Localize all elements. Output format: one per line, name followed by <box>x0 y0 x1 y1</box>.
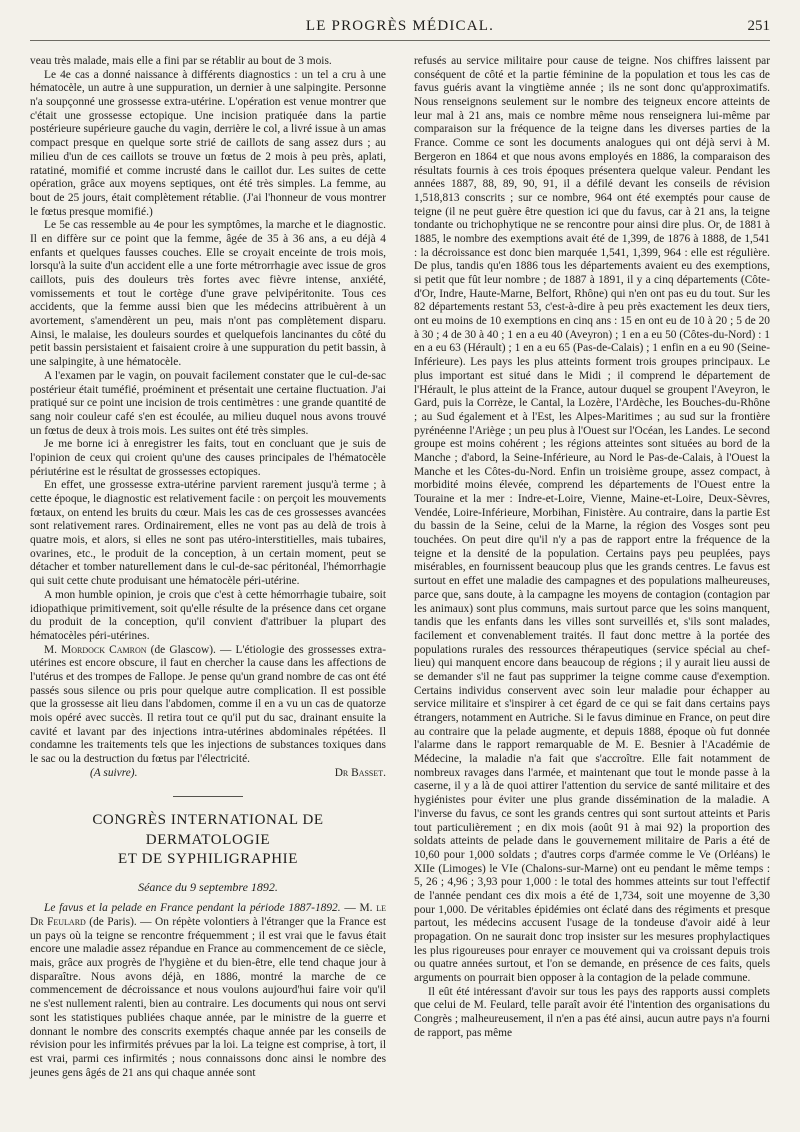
to-be-continued: (A suivre). <box>90 766 138 779</box>
paragraph: A mon humble opinion, je crois que c'est à cette hémorrhagie tubaire, soit idiopathique primitivement, soit qu'elle résulte de la présence dans cet organe du produit de la conception, qu'il convient d'attribuer la plupart des hématocèles péri-utérines. <box>30 588 386 642</box>
running-title: LE PROGRÈS MÉDICAL. <box>305 18 495 34</box>
section-title-line: CONGRÈS INTERNATIONAL DE DERMATOLOGIE <box>92 812 324 848</box>
paragraph: Je me borne ici à enregistrer les faits, tout en concluant que je suis de l'opinion de ceux qui croient qu'une des causes principales de l'hématocèle périutérine est le résultat de grossesses ectopiques. <box>30 438 386 478</box>
right-column <box>414 55 770 1041</box>
article-title: Le favus et la pelade en France pendant la période 1887-1892. <box>44 902 341 915</box>
paragraph: Il eût été intéressant d'avoir sur tous les pays des rapports aussi complets que celui de M. Feulard, telle paraît avoir été l'intention des organisations du Congrès ; malheureusement, il n'en a pas été ainsi, aucun autre pays n'a fourni de rapport, pas même <box>414 985 770 1039</box>
session-date: Séance du 9 septembre 1892. <box>138 879 278 894</box>
paragraph <box>30 644 386 767</box>
page-number: 251 <box>747 18 770 34</box>
paragraph: En effet, une grossesse extra-utérine parvient rarement jusqu'à terme ; à cette époque, le diagnostic est relativement facile : on perçoit les mouvements fœtaux, on entend les bruits du cœur. Mais les cas de ces grossesses avancées sont relativement rares. Ordinairement, elles ne vont pas au delà de trois à quatre mois, et alors, si elles ne sont pas utéro-interstitielles, mais tubaires, ovarines, etc., le produit de la conception, à un certain moment, peut se détacher et tomber naturellement dans le cul-de-sac péritonéal, l'hémorrhagie qui suit cette chute produisant une hématocèle péri-utérine. <box>30 479 386 588</box>
section-title-line: ET DE SYPHILIGRAPHIE <box>117 851 299 868</box>
author-signature: Dr Basset. <box>334 766 386 779</box>
signature-line <box>30 767 386 781</box>
paragraph: A l'examen par le vagin, on pouvait facilement constater que le cul-de-sac postérieur était tuméfié, proéminent et présentait une certaine fluctuation. J'ai pratiqué sur ce point une incision de trois centimètres : une grande quantité de sang noir couleur café s'en est écoulée, au milieu duquel nous avons trouvé un fœtus de deux à trois mois. Les suites ont été très simples. <box>30 369 386 437</box>
paragraph-text: (de Paris). — On répète volontiers à l'étranger que la France est un pays où la teigne se rencontre fréquemment ; il est vrai que le favus était encore une maladie assez répandue en France au commencement de ce siècle, mais, grâce aux progrès de l'hygiène et du bien-être, elle tend chaque jour à disparaître. Nous avons déjà, en 1886, montré la marche de ce commencement de décroissance et nous voulons aujourd'hui faire voir qu'il ne s'est nullement ralenti, bien au contraire. Les documents qui nous ont servi sont les statistiques publiées chaque année, par le ministre de la guerre et donnant le nombre des conscrits exemptés chaque année par les conseils de révision pour les infirmités prévues par la loi. La teigne est comprise, à tort, il est vrai, parmi ces infirmités ; nous connaissons donc ainsi le nombre des jeunes gens âgés de 21 ans qui chaque année sont <box>30 916 386 1079</box>
paragraph: Le 4e cas a donné naissance à différents diagnostics : un tel a cru à une hématocèle, un autre à une suppuration, un dernier à une salpingite. Personne n'a soupçonné une grossesse extra-utérine. L'opération est venue montrer que c'était une grossesse ectopique. Une incision pratiquée dans la partie postérieure supérieure gauche du vagin, derrière le col, a livré issue à un amas compact presque en quelque sorte strié de caillots de sang assez durs ; au milieu d'un de ces caillots se trouve un fœtus de 2 mois à peu près, aplati, ratatiné, momifié et comme incrusté dans le caillot dur. Les suites de cette opération, grâce aux moyens septiques, ont été très simples. La femme, au bout de 25 jours, était complètement rétablie. (J'ai l'honneur de vous montrer le fœtus presque momifié.) <box>30 68 386 218</box>
left-column <box>30 55 386 1080</box>
paragraph: refusés au service militaire pour cause de teigne. Nos chiffres laissent par conséquent de côté et la partie féminine de la population et tous les cas de favus guéris avant la vingtième année ; ils ne sont donc qu'approximatifs. Nous renseignons seulement sur le nombre des teigneux encore atteints de leur mal à 21 ans, mais ce nombre même nous renseignera lui-même par comparaison sur la fréquence de la teigne dans les diverses parties de la France. Comme ce sont les documents analogues qui ont déjà servi à M. Bergeron en 1864 et que nous avons employés en 1886, la comparaison des résultats fournis à ces trois époques présentera quelque valeur. Pendant les années 1887, 88, 89, 90, 91, il a défilé devant les conseils de révision 1,518,813 conscrits ; sur ce nombre, 964 ont été exemptés pour cause de teigne (il ne peut guère être question ici que du favus, car à 21 ans, la teigne tondante ou trichophytique ne se rencontre pour ainsi dire plus. Or, de 1881 à 1885, le nombre des exemptions avait été de 1,399, de 1876 à 1888, de 1,541 : la décroissance est donc bien marquée 1,541, 1,399, 964 : elle est régulière. De plus, tandis qu'en 1886 tous les départements avaient eu des exemptions, si petit que fût leur nombre ; de 1887 à 1891, il y a cinq départements (Côte-d'Or, Indre, Haute-Marne, Belfort, Rhône) qui n'en ont pas eu du tout. Sur les 82 départements restant 53, c'est-à-dire à peu près exactement les deux tiers, ont eu moins de 10 exemptions en cinq ans : 15 en ont eu de 10 à 20 ; 5 de 20 à 30 ; 4 de 30 à 40 ; 1 en a eu 40 (Aveyron) ; 1 en a eu 50 (Côtes-du-Nord) : 1 en a eu 63 (Hérault) ; 1 en a eu 65 (Pas-de-Calais) ; 1 enfin en a eu 90 (Seine-Inférieure). Les pays les plus atteints forment trois groupes principaux. Le plus important est situé dans le Midi ; il comprend le département de l'Hérault, le plus atteint de la France, autour duquel se groupent l'Aveyron, le Gard, puis la Corrèze, le Cantal, la Lozère, l'Ardèche, les Bouches-du-Rhône ; au Sud également et à l'Est, les Alpes-Maritimes ; au sud sur la frontière pyrénéenne l'Ariège ; un peu plus à l'Ouest sur l'Océan, les Landes. Le second groupe est moins cohérent ; les régions atteintes sont situées au bord de la Manche ; d'abord, la Seine-Inférieure, au Nord le Pas-de-Calais, à l'Ouest la Manche et les Côtes-du-Nord. Enfin un troisième groupe, assez compact, à morbidité moins élevée, comprend les départements de l'Ouest entre la Touraine et la mer : Indre-et-Loire, Vienne, Maine-et-Loire, Deux-Sèvres, Vendée, Loire-Inférieure, Morbihan, Finistère. Au contraire, dans la partie Est du bassin de la Seine, celui de la Marne, la région des Vosges sont peu touchées. On peut dire qu'il n'y a pas de rapport entre la fréquence de la teigne et la densité de la population. Certains pays peu peuplées, pays misérables, en fournissent beaucoup plus que les grands centres. Le favus est surtout en effet une maladie des campagnes et des populations malheureuses, parce que, sans doute, à la campagne les moyens de contagion (contagion par les animaux) sont plus communs, mais surtout parce que les soins manquent, tandis que les enfants dans les villes sont surveillés et, s'ils sont malades, facilement et convenablement traités. Il faut donc mettre à la portée des populations rurales des ressources thérapeutiques (service spécial au chef-lieu) qui manquent encore dans beaucoup de régions ; il y aurait lieu aussi de se demander s'il ne faut pas supprimer la teigne comme cause d'exemption. Certains individus conservent avec soin leur maladie pour échapper au service militaire et s'inspirer à cet égard de ce qui se fait dans certains pays étrangers, notamment en Autriche. Si le favus diminue en France, on peut dire au contraire que la pelade augmente, et depuis 1888, époque où fut donnée l'alarme dans le rapport remarquable de M. E. Besnier à l'Académie de Médecine, la maladie n'a fait que s'accroître. Elle fait notamment de nombreux ravages dans l'armée, et maintenant que tout le monde passe à la caserne, il y a là de quoi attirer l'attention du service de santé militaire et des hygiénistes pour éviter une plus grande dissémination de la maladie. A l'inverse du favus, ce sont les grands centres qui sont surtout atteints et Paris tout particulièrement ; en dix mois (août 91 à mai 92) la proportion des soldats atteints de pelade dans le gouvernement militaire de Paris a été de 10,60 pour 1,000 soldats ; d'autres corps d'armée comme le Ve (Orléans) le XIIe (Limoges) le VIe (Chalons-sur-Marne) ont eu pendant le même temps : 5, 26 ; 4,96 ; 3,93 pour 1,000 : le total des hommes atteints sur tout l'effectif de l'année pendant ces dix mois a été de 1,734, soit une moyenne de 3,30 pour 1,000. De véritables épidémies ont éclaté dans des régiments et presque partout, les médecins accusent l'usage de la tondeuse d'avoir aidé à leur propagation. On ne saurait donc trop insister sur les mesures prophylactiques les plus rigoureuses pour enrayer ce mouvement qui va croissant depuis trois ou quatre années surtout, et l'on se demande, en présence de ces faits, quels arguments on pourrait bien opposer à la contagion de la pelade commune. <box>414 55 770 985</box>
paragraph: Le 5e cas ressemble au 4e pour les symptômes, la marche et le diagnostic. Il en diffère sur ce point que la femme, âgée de 35 à 36 ans, a eu déjà 4 enfants et quelques fausses couches. Elle se croyait enceinte de trois mois, lorsqu'à la suite d'un accident elle a une forte métrorrhagie avec issue de gros caillots, puis des douleurs très fortes avec fièvre intense, anxiété, vomissements et tout le cortège d'une grave pelvipéritonite. Tous ces accidents, que la femme aussi bien que les médecins attribuèrent à un avortement, s'amendèrent un peu, mais n'ont pas complètement disparu. Ainsi, le malaise, les douleurs sourdes et quelquefois lancinantes du côté du petit bassin persistaient et faisaient croire à une suppuration du petit bassin, à une salpingite, à une hématocèle. <box>30 219 386 369</box>
section-title <box>30 811 386 870</box>
paragraph-text: (de Glascow). — L'étiologie des grossesses extra-utérines est encore obscure, il faut en chercher la cause dans les affections de l'utérus et des trompes de Fallope. Je pense qu'un grand nombre de cas ont été passés sous silence ou pris pour quelque autre complication. Il est possible que la grossesse ait lieu dans l'abdomen, comme il en a vu un cas de quatorze mois opéré avec succès. Il retira tout ce qu'il put du sac, drainant ensuite la cavité et lavant par des injections intra-utérines abdominales répétées. Il condamne les traitements tels que les injections de substances toxiques dans le sac ou la destruction du fœtus par l'électricité. <box>30 643 386 766</box>
speaker-name: — M. le Dr Feulard <box>30 902 386 929</box>
paragraph <box>30 902 386 1080</box>
section-divider <box>173 796 243 797</box>
speaker-name: M. Mordock Camron <box>44 643 147 656</box>
page-header <box>30 18 770 41</box>
paragraph: veau très malade, mais elle a fini par se rétablir au bout de 3 mois. <box>30 55 332 67</box>
